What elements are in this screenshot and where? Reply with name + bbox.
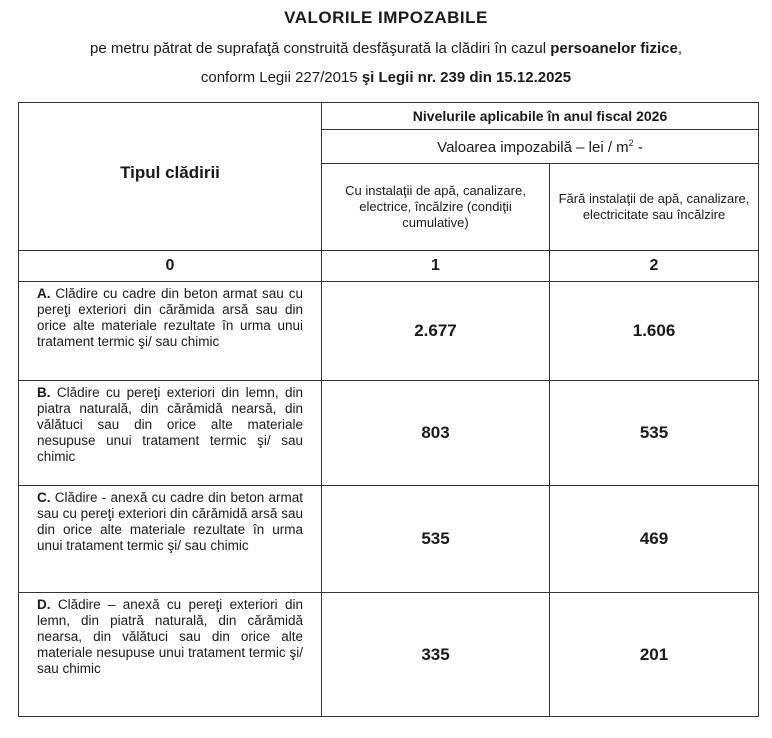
building-description bbox=[19, 282, 322, 381]
value-without-installations: 535 bbox=[550, 381, 759, 486]
index-row bbox=[19, 251, 759, 282]
row-letter: D. bbox=[37, 597, 51, 612]
tax-values-table bbox=[18, 102, 759, 717]
value-without-installations: 1.606 bbox=[550, 282, 759, 381]
table-row bbox=[19, 593, 759, 717]
subtitle-end: , bbox=[677, 40, 682, 57]
value-with-installations: 335 bbox=[322, 593, 550, 717]
index-cell-1: 1 bbox=[322, 251, 550, 282]
without-installations-header: Fără instalaţii de apă, canalizare, electricitate sau încălzire bbox=[550, 164, 759, 251]
taxable-value-header-suffix: - bbox=[633, 138, 643, 156]
building-description bbox=[19, 486, 322, 593]
table-row bbox=[19, 282, 759, 381]
value-without-installations: 469 bbox=[550, 486, 759, 593]
row-letter: C. bbox=[37, 490, 51, 505]
taxable-value-header-text: Valoarea impozabilă – lei / m bbox=[437, 138, 629, 156]
row-text: Clădire – anexă cu pereţi exteriori din lemn, din piatră naturală, din cărămidă nearsa, din vălătuci sau din orice alte materiale nesupuse unui tratament termic şi/ sau chimic bbox=[37, 597, 303, 676]
subtitle-bold-text: persoanelor fizice bbox=[550, 40, 678, 57]
law-reference-line bbox=[0, 69, 772, 86]
index-cell-0: 0 bbox=[19, 251, 322, 282]
building-type-header: Tipul clădirii bbox=[19, 103, 322, 251]
subtitle-line bbox=[0, 40, 772, 57]
building-description bbox=[19, 593, 322, 717]
law-reference-bold-text: şi Legii nr. 239 din 15.12.2025 bbox=[361, 69, 572, 86]
law-reference-text: conform Legii 227/2015 bbox=[200, 69, 362, 86]
with-installations-header: Cu instalaţii de apă, canalizare, electrice, încălzire (condiţii cumulative) bbox=[322, 164, 550, 251]
value-with-installations: 803 bbox=[322, 381, 550, 486]
value-with-installations: 535 bbox=[322, 486, 550, 593]
taxable-value-header bbox=[322, 130, 759, 164]
table-row bbox=[19, 381, 759, 486]
page-title: VALORILE IMPOZABILE bbox=[284, 8, 488, 27]
levels-header: Nivelurile aplicabile în anul fiscal 2026 bbox=[322, 103, 759, 130]
row-text: Clădire - anexă cu cadre din beton armat sau cu pereţi exteriori din cărămidă arsă sau din orice alte materiale rezultate în urma unui tratament termic şi/ sau chimic bbox=[37, 490, 303, 553]
row-text: Clădire cu cadre din beton armat sau cu pereţi exteriori din cărămida arsă sau din orice alte materiale rezultate în urma unui tratament termic şi/ sau chimic bbox=[37, 286, 303, 349]
row-text: Clădire cu pereţi exteriori din lemn, din piatra naturală, din cărămidă nearsă, din vălătuci sau din orice alte materiale nesupuse unui tratament termic şi/ sau chimic bbox=[37, 385, 303, 464]
table-row bbox=[19, 486, 759, 593]
value-without-installations: 201 bbox=[550, 593, 759, 717]
taxable-value-header-sup: 2 bbox=[628, 137, 634, 148]
value-with-installations: 2.677 bbox=[322, 282, 550, 381]
row-letter: B. bbox=[37, 385, 51, 400]
index-cell-2: 2 bbox=[550, 251, 759, 282]
building-description bbox=[19, 381, 322, 486]
subtitle-text: pe metru pătrat de suprafaţă construită desfăşurată la clădiri în cazul bbox=[90, 40, 551, 57]
row-letter: A. bbox=[37, 286, 51, 301]
